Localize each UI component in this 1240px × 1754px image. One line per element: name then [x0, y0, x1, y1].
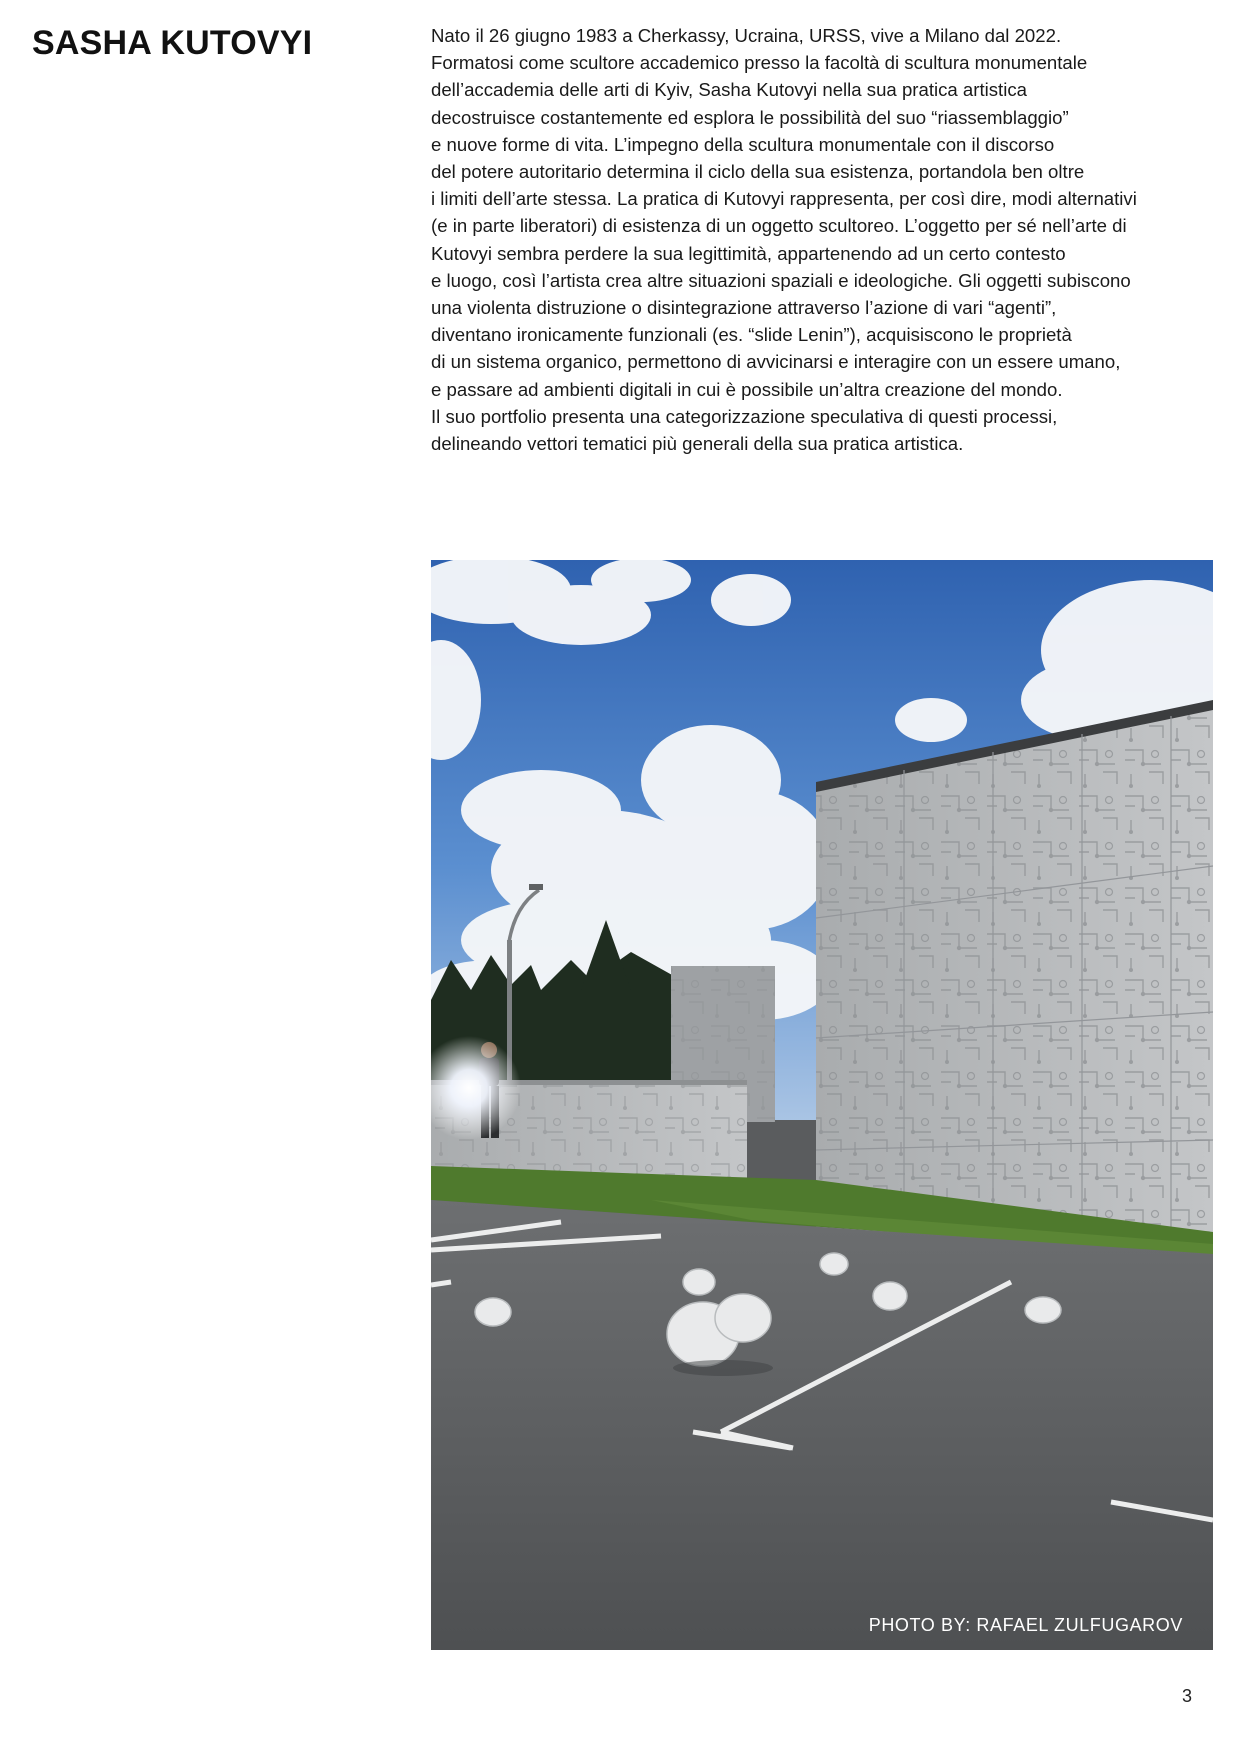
bio-line: e nuove forme di vita. L’impegno della scultura monumentale con il discorso [431, 133, 1055, 155]
bio-line: delineando vettori tematici più generali della sua pratica artistica. [431, 433, 964, 455]
bio-line: e passare ad ambienti digitali in cui è possibile un’altra creazione del mondo. [431, 378, 1063, 400]
artwork-photo [431, 560, 1213, 1650]
bio-line: del potere autoritario determina il ciclo della sua esistenza, portandola ben oltre [431, 161, 1085, 183]
bio-line: una violenta distruzione o disintegrazione attraverso l’azione di vari “agenti”, [431, 297, 1057, 319]
bio-line: Il suo portfolio presenta una categorizzazione speculativa di questi processi, [431, 405, 1058, 427]
bio-line: dell’accademia delle arti di Kyiv, Sasha Kutovyi nella sua pratica artistica [431, 79, 1027, 101]
photo-credit: PHOTO BY: RAFAEL ZULFUGAROV [868, 1615, 1183, 1635]
artist-bio [431, 22, 1221, 457]
artist-name: SASHA KUTOVYI [32, 24, 313, 62]
bio-line: Kutovyi sembra perdere la sua legittimità, appartenendo ad un certo contesto [431, 242, 1066, 264]
bio-line: e luogo, così l’artista crea altre situazioni spaziali e ideologiche. Gli oggetti subiscono [431, 269, 1131, 291]
bio-line: i limiti dell’arte stessa. La pratica di Kutovyi rappresenta, per così dire, modi alternativi [431, 188, 1137, 210]
bio-line: diventano ironicamente funzionali (es. “slide Lenin”), acquisiscono le proprietà [431, 324, 1072, 346]
photo-illustration [431, 560, 1213, 1650]
bio-line: (e in parte liberatori) di esistenza di un oggetto scultoreo. L’oggetto per sé nell’arte di [431, 215, 1127, 237]
page-number: 3 [1182, 1686, 1193, 1706]
bio-line: Formatosi come scultore accademico presso la facoltà di scultura monumentale [431, 52, 1088, 74]
bio-line: di un sistema organico, permettono di avvicinarsi e interagire con un essere umano, [431, 351, 1121, 373]
bio-line: Nato il 26 giugno 1983 a Cherkassy, Ucraina, URSS, vive a Milano dal 2022. [431, 25, 1062, 46]
bio-line: decostruisce costantemente ed esplora le possibilità del suo “riassemblaggio” [431, 106, 1069, 128]
